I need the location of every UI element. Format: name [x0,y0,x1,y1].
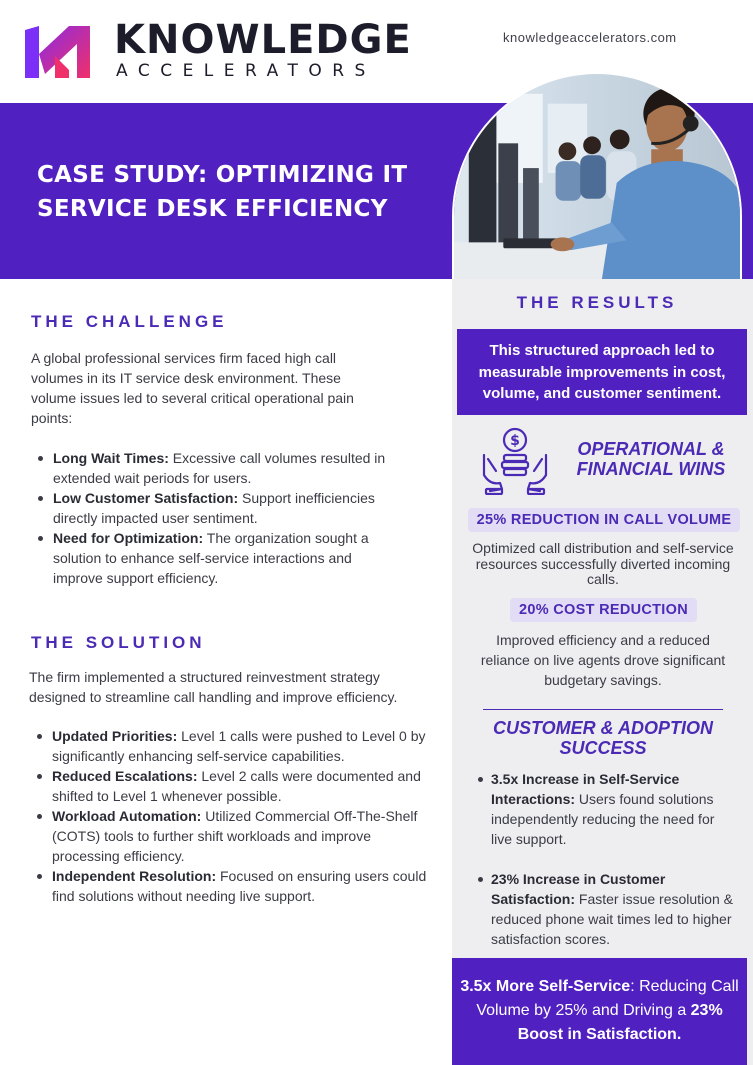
list-item-term: Low Customer Satisfaction: [53,490,239,506]
list-item-term: Need for Optimization: [53,530,204,546]
website-link[interactable]: knowledgeaccelerators.com [503,30,677,45]
callout-highlight: 3.5x More Self-Service [460,978,631,995]
list-item-text: Level 1 calls were pushed to Level 0 by significantly enhancing self-service capabilities. [52,728,426,764]
solution-heading: THE SOLUTION [31,633,206,652]
logo-subtitle: ACCELERATORS [116,61,376,81]
list-item-text: The organization sought a solution to enhance self-service interactions and improve support efficiency. [53,530,369,586]
results-summary: This structured approach led to measurable improvements in cost, volume, and customer sentiment. [457,329,747,415]
cost-reduction-description: Improved efficiency and a reduced reliance on live agents drove significant budgetary savings. [480,632,726,688]
list-item-term: Long Wait Times: [53,450,169,466]
list-item-term: 3.5x Increase in Self-Service Interactions: [491,771,680,807]
list-item-term: Independent Resolution: [52,868,217,884]
summary-callout [452,958,747,1065]
list-item-text: Users found solutions independently reducing the need for live support. [491,791,715,847]
list-item [30,726,430,766]
list-item-text: Excessive call volumes resulted in extended wait periods for users. [53,450,386,486]
list-item-term: Updated Priorities: [52,728,178,744]
page-title: CASE STUDY: OPTIMIZING IT SERVICE DESK EFFICIENCY [37,162,408,222]
operational-wins-title: OPERATIONAL & FINANCIAL WINS [576,439,726,479]
list-item [31,488,401,528]
svg-text:$: $ [510,433,520,449]
callout-text: : Reducing Call Volume by 25% and Driving a [476,978,739,1019]
solution-intro: The firm implemented a structured reinvestment strategy designed to streamline call handling and improve efficiency. [29,669,398,705]
list-item-text: Focused on ensuring users could find solutions without needing live support. [52,868,427,904]
list-item-text: Faster issue resolution & reduced phone wait times led to higher satisfaction scores. [491,891,733,947]
list-item-text: Utilized Commercial Off-The-Shelf (COTS) tools to further shift workloads and improve processing efficiency. [52,808,418,864]
divider [483,709,723,710]
list-item [474,869,736,949]
customer-success-title: CUSTOMER & ADOPTION SUCCESS [492,718,713,758]
challenge-list [31,448,401,588]
list-item [30,806,430,866]
challenge-heading: THE CHALLENGE [31,312,228,331]
challenge-intro: A global professional services firm faced high call volumes in its IT service desk environment. These volume issues led to several critical operational pain points: [31,350,354,426]
list-item-term: 23% Increase in Customer Satisfaction: [491,871,666,907]
solution-list [30,726,430,906]
cost-reduction-metric: 20% COST REDUCTION [510,598,697,622]
list-item [30,866,430,906]
list-item-term: Reduced Escalations: [52,768,198,784]
money-hands-icon [480,425,550,495]
logo-title: KNOWLEDGE [114,17,412,63]
list-item [30,766,430,806]
call-volume-description: Optimized call distribution and self-service resources successfully diverted incoming calls. [472,540,734,587]
list-item [474,769,736,849]
callout-highlight: 23% Boost in Satisfaction. [517,1002,723,1043]
results-heading: THE RESULTS [516,293,678,312]
list-item-term: Workload Automation: [52,808,202,824]
list-item-text: Support inefficiencies directly impacted user sentiment. [53,490,375,526]
call-volume-metric: 25% REDUCTION IN CALL VOLUME [468,508,740,532]
list-item [31,528,401,588]
logo-icon [25,26,90,78]
list-item-text: Level 2 calls were documented and shifted to Level 1 whenever possible. [52,768,421,804]
list-item [31,448,401,488]
customer-success-list [474,769,736,949]
